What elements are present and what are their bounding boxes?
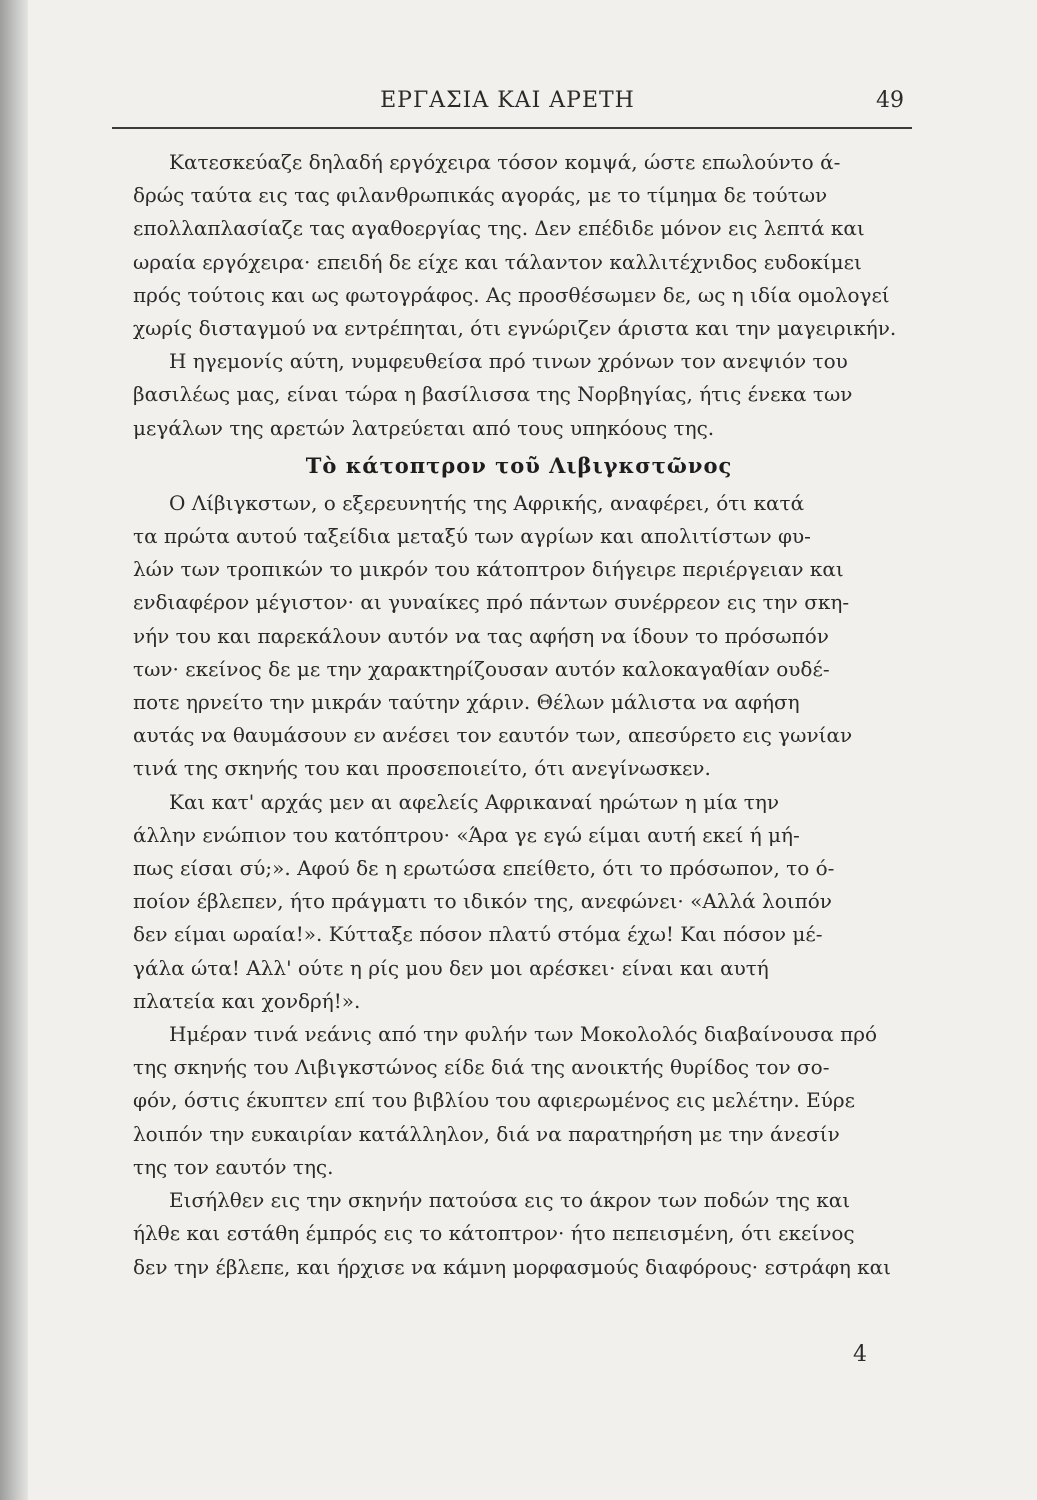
text-line: λοιπόν την ευκαιρίαν κατάλληλον, διά να παρατηρήση με την άνεσίν [133,1121,840,1146]
text-line: Και κατ' αρχάς μεν αι αφελείς Αφρικαναί ηρώτων η μία την [169,789,780,814]
text-line: βασιλέως μας, είναι τώρα η βασίλισσα της Νορβηγίας, ήτις ένεκα των [133,382,853,407]
running-title: ΕΡΓΑΣΙΑ ΚΑΙ ΑΡΕΤΗ [380,88,635,113]
text-line: Η ηγεμονίς αύτη, νυμφευθείσα πρό τινων χρόνων τον ανεψιόν του [169,349,848,374]
text-line: δεν είμαι ωραία!». Κύτταξε πόσον πλατύ στόμα έχω! Και πόσον μέ- [133,922,823,947]
header-rule [112,127,912,129]
text-line: φόν, όστις έκυπτεν επί του βιβλίου του αφιερωμένος εις μελέτην. Εύρε [133,1088,856,1113]
text-line: τα πρώτα αυτού ταξείδια μεταξύ των αγρίων και απολιτίστων φυ- [133,524,811,549]
text-line: νήν του και παρεκάλουν αυτόν να τας αφήση να ίδουν το πρόσωπόν [133,623,829,648]
text-line: ήλθε και εστάθη έμπρός εις το κάτοπτρον· ήτο πεπεισμένη, ότι εκείνος [133,1221,855,1246]
signature-mark: 4 [853,1342,867,1367]
text-line: μεγάλων της αρετών λατρεύεται από τους υπηκόους της. [133,415,715,440]
body-text [133,146,905,1284]
text-line: πλατεία και χονδρή!». [133,988,361,1013]
text-line: των· εκείνος δε με την χαρακτηρίζουσαν αυτόν καλοκαγαθίαν ουδέ- [133,656,830,681]
page-number: 49 [876,88,904,113]
text-line: χωρίς δισταγμού να εντρέπηται, ότι εγνώριζεν άριστα και την μαγειρικήν. [133,316,897,341]
text-line: γάλα ώτα! Αλλ' ούτε η ρίς μου δεν μοι αρέσκει· είναι και αυτή [133,955,769,980]
text-line: δρώς ταύτα εις τας φιλανθρωπικάς αγοράς, με το τίμημα δε τούτων [133,183,828,208]
text-line: δεν την έβλεπε, και ήρχισε να κάμνη μορφασμούς διαφόρους· εστράφη και [133,1254,892,1279]
text-line: τινά της σκηνής του και προσεποιείτο, ότι ανεγίνωσκεν. [133,756,711,781]
text-line: Ο Λίβιγκστων, ο εξερευνητής της Αφρικής, αναφέρει, ότι κατά [169,490,805,515]
text-line: άλλην ενώπιον του κατόπτρου· «Άρα γε εγώ είμαι αυτή εκεί ή μή- [133,822,800,847]
section-title: Τὸ κάτοπτρον τοῦ Λιβιγκστῶνος [305,452,733,478]
text-line: Ημέραν τινά νεάνις από την φυλήν των Μοκολολός διαβαίνουσα πρό [169,1022,878,1047]
text-line: πρός τούτοις και ως φωτογράφος. Ας προσθέσωμεν δε, ως η ιδία ομολογεί [133,282,890,307]
page-gutter-shadow [0,0,28,1500]
text-line: λών των τροπικών το μικρόν του κάτοπτρον διήγειρε περιέργειαν και [133,557,844,582]
text-line: της σκηνής του Λιβιγκστώνος είδε διά της ανοικτής θυρίδος τον σο- [133,1055,830,1080]
text-line: επολλαπλασίαζε τας αγαθοεργίας της. Δεν επέδιδε μόνον εις λεπτά και [133,216,865,241]
page-header [105,88,910,128]
text-line: αυτάς να θαυμάσουν εν ανέσει τον εαυτόν των, απεσύρετο εις γωνίαν [133,723,853,748]
text-line: πως είσαι σύ;». Αφού δε η ερωτώσα επείθετο, ότι το πρόσωπον, το ό- [133,856,835,881]
text-line: Κατεσκεύαζε δηλαδή εργόχειρα τόσον κομψά, ώστε επωλούντο ά- [169,150,841,174]
text-line: ποίον έβλεπεν, ήτο πράγματι το ιδικόν της, ανεφώνει· «Αλλά λοιπόν [133,889,832,914]
text-line: της τον εαυτόν της. [133,1154,334,1179]
text-line: ωραία εργόχειρα· επειδή δε είχε και τάλαντον καλλιτέχνιδος ευδοκίμει [133,249,862,274]
text-line: ποτε ηρνείτο την μικράν ταύτην χάριν. Θέλων μάλιστα να αφήση [133,690,800,715]
text-line: Εισήλθεν εις την σκηνήν πατούσα εις το άκρον των ποδών της και [169,1188,851,1213]
text-line: ενδιαφέρον μέγιστον· αι γυναίκες πρό πάντων συνέρρεον εις την σκη- [133,590,850,615]
